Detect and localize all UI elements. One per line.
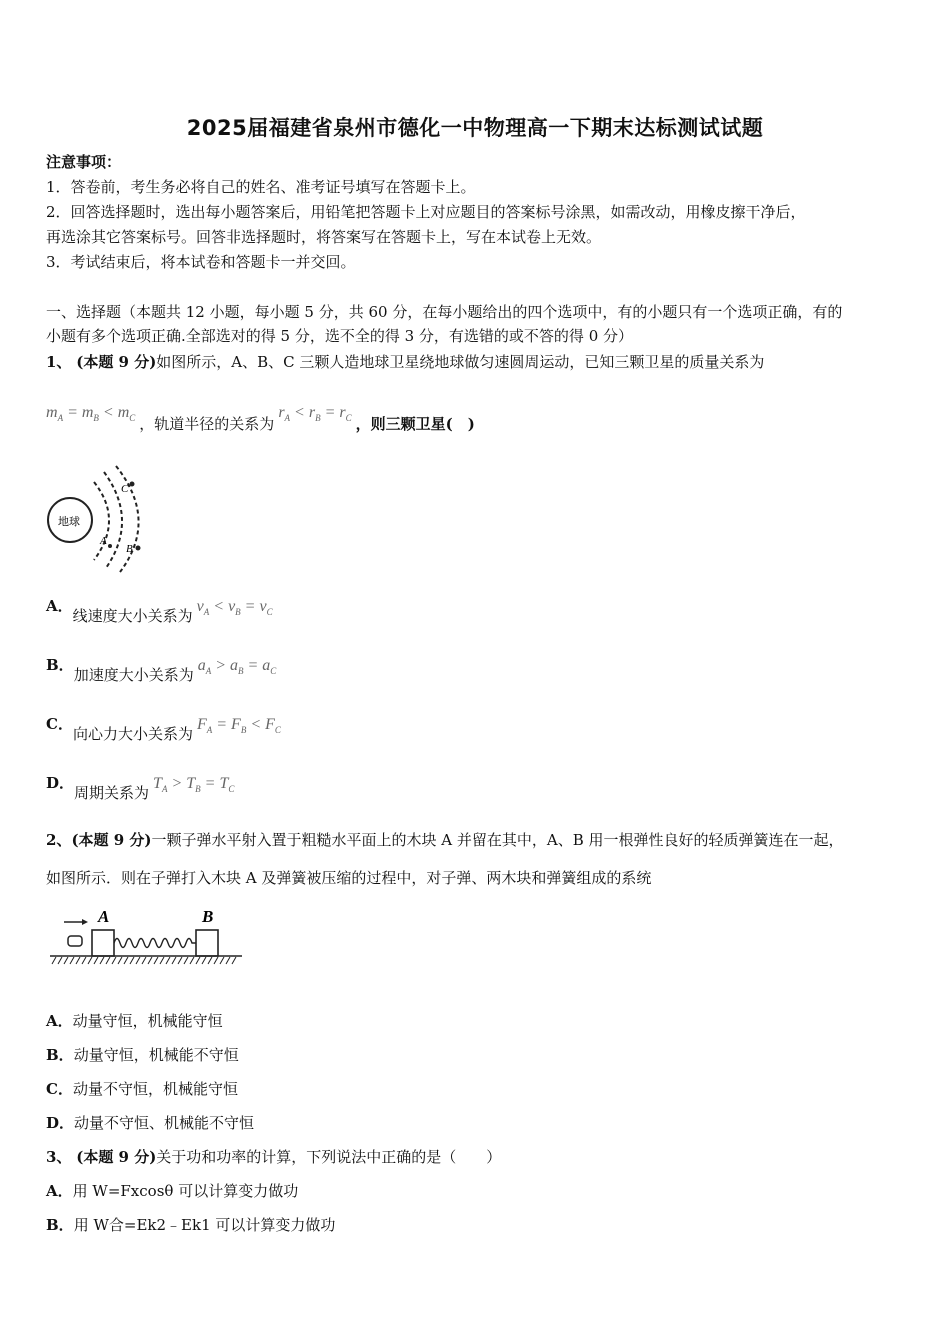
q3-number: 3、 bbox=[46, 1148, 72, 1166]
q3-stem: 关于功和功率的计算，下列说法中正确的是（ ） bbox=[156, 1148, 502, 1166]
q1-option-b-formula: $a_A > a_B = a_C$ bbox=[197, 657, 277, 677]
q3-option-b[interactable] bbox=[46, 1215, 335, 1235]
q2-option-b[interactable] bbox=[46, 1045, 239, 1065]
notice-heading: 注意事项： bbox=[46, 153, 122, 171]
q2-number: 2、 bbox=[46, 831, 72, 849]
arrow-head bbox=[82, 919, 88, 925]
q1-stem-line-1 bbox=[46, 352, 764, 372]
q2-option-a-letter: A． bbox=[46, 1012, 73, 1030]
orbit-a bbox=[94, 482, 109, 560]
q1-option-d-text: 周期关系为 bbox=[74, 784, 150, 802]
section-header-line-1: 一、选择题（本题共 12 小题，每小题 5 分，共 60 分，在每小题给出的四个选项中，有的小题只有一个选项正确，有的 bbox=[46, 303, 843, 321]
q1-end-text: ，则三颗卫星( ) bbox=[355, 415, 475, 433]
block-b bbox=[196, 930, 218, 956]
q3-option-b-letter: B． bbox=[46, 1216, 74, 1234]
q1-points: (本题 9 分) bbox=[76, 353, 157, 371]
q1-option-a-text: 线速度大小关系为 bbox=[72, 607, 193, 625]
q1-option-c[interactable] bbox=[46, 714, 281, 743]
q1-option-b-letter: B． bbox=[46, 656, 74, 674]
orbit-c bbox=[116, 466, 139, 572]
q3-option-a[interactable] bbox=[46, 1181, 298, 1201]
notice-item-2-line-2: 再选涂其它答案标号。回答非选择题时，将答案写在答题卡上，写在本试卷上无效。 bbox=[46, 228, 602, 246]
q1-mass-relation: $m_A = m_B < m_C$ bbox=[46, 404, 136, 424]
satellite-b bbox=[136, 546, 141, 551]
q2-points: (本题 9 分) bbox=[71, 831, 152, 849]
q1-option-b-text: 加速度大小关系为 bbox=[73, 666, 194, 684]
q1-option-a[interactable] bbox=[46, 596, 273, 625]
label-c: C bbox=[121, 483, 129, 495]
q2-stem-line-2: 如图所示．则在子弹打入木块 A 及弹簧被压缩的过程中，对子弹、两木块和弹簧组成的系统 bbox=[46, 869, 652, 887]
q3-stem-line bbox=[46, 1147, 501, 1167]
q1-option-d[interactable] bbox=[46, 773, 235, 802]
q1-option-d-letter: D． bbox=[46, 774, 75, 792]
label-b: B bbox=[126, 543, 133, 555]
q2-option-c-letter: C． bbox=[46, 1080, 73, 1098]
q1-number: 1、 bbox=[46, 353, 72, 371]
q2-option-d-text: 动量不守恒、机械能不守恒 bbox=[74, 1114, 255, 1132]
q1-option-c-text: 向心力大小关系为 bbox=[72, 725, 193, 743]
spring bbox=[114, 939, 196, 948]
q1-option-b[interactable] bbox=[46, 655, 277, 684]
q2-option-d-letter: D． bbox=[46, 1114, 75, 1132]
q2-stem: 一颗子弹水平射入置于粗糙水平面上的木块 A 并留在其中，A、B 用一根弹性良好的轻质弹簧连在一起， bbox=[151, 831, 844, 849]
earth-label: 地球 bbox=[58, 516, 80, 528]
orbit-b bbox=[104, 472, 122, 568]
q2-option-a[interactable] bbox=[46, 1011, 223, 1031]
q2-option-b-text: 动量守恒，机械能不守恒 bbox=[73, 1046, 239, 1064]
page-title: 2025届福建省泉州市德化一中物理高一下期末达标测试试题 bbox=[186, 116, 764, 140]
q3-option-a-text: 用 W=Fxcosθ 可以计算变力做功 bbox=[72, 1182, 299, 1200]
q2-stem-line-1 bbox=[46, 830, 844, 850]
section-header-line-2: 小题有多个选项正确.全部选对的得 5 分，选不全的得 3 分，有选错的或不答的得 0 分） bbox=[46, 327, 634, 345]
notice-item-2-line-1: 2．回答选择题时，选出每小题答案后，用铅笔把答题卡上对应题目的答案标号涂黑，如需改动，用橡皮擦干净后， bbox=[46, 203, 806, 221]
q1-option-a-letter: A． bbox=[46, 597, 73, 615]
q1-radius-relation: $r_A < r_B = r_C$ bbox=[278, 404, 352, 424]
q3-points: (本题 9 分) bbox=[76, 1148, 157, 1166]
q2-option-c[interactable] bbox=[46, 1079, 238, 1099]
bullet bbox=[68, 936, 82, 946]
q1-mid-text: ，轨道半径的关系为 bbox=[139, 415, 275, 433]
q3-option-a-letter: A． bbox=[46, 1182, 73, 1200]
q1-option-d-formula: $T_A > T_B = T_C$ bbox=[153, 775, 235, 795]
q1-option-c-formula: $F_A = F_B < F_C$ bbox=[196, 716, 281, 736]
q2-option-b-letter: B． bbox=[46, 1046, 74, 1064]
q2-option-a-text: 动量守恒，机械能守恒 bbox=[72, 1012, 223, 1030]
q1-option-c-letter: C． bbox=[46, 715, 73, 733]
block-a bbox=[92, 930, 114, 956]
q2-option-c-text: 动量不守恒，机械能守恒 bbox=[72, 1080, 238, 1098]
ground-hatching bbox=[52, 957, 236, 964]
q3-option-b-text: 用 W合=Ek2﹣Ek1 可以计算变力做功 bbox=[73, 1216, 336, 1234]
notice-item-3: 3．考试结束后，将本试卷和答题卡一并交回。 bbox=[46, 253, 356, 271]
label-block-a: A bbox=[98, 907, 110, 926]
q1-stem-line-2 bbox=[46, 402, 475, 433]
q1-option-a-formula: $v_A < v_B = v_C$ bbox=[196, 598, 273, 618]
q1-orbit-figure bbox=[44, 462, 164, 577]
satellite-a bbox=[108, 544, 112, 548]
q2-option-d[interactable] bbox=[46, 1113, 254, 1133]
satellite-c bbox=[130, 482, 135, 487]
label-a: A bbox=[100, 535, 107, 547]
label-block-b: B bbox=[202, 907, 214, 926]
q2-spring-figure bbox=[46, 904, 246, 976]
q1-stem: 如图所示，A、B、C 三颗人造地球卫星绕地球做匀速圆周运动，已知三颗卫星的质量关系为 bbox=[156, 353, 765, 371]
notice-item-1: 1．答卷前，考生务必将自己的姓名、准考证号填写在答题卡上。 bbox=[46, 178, 476, 196]
